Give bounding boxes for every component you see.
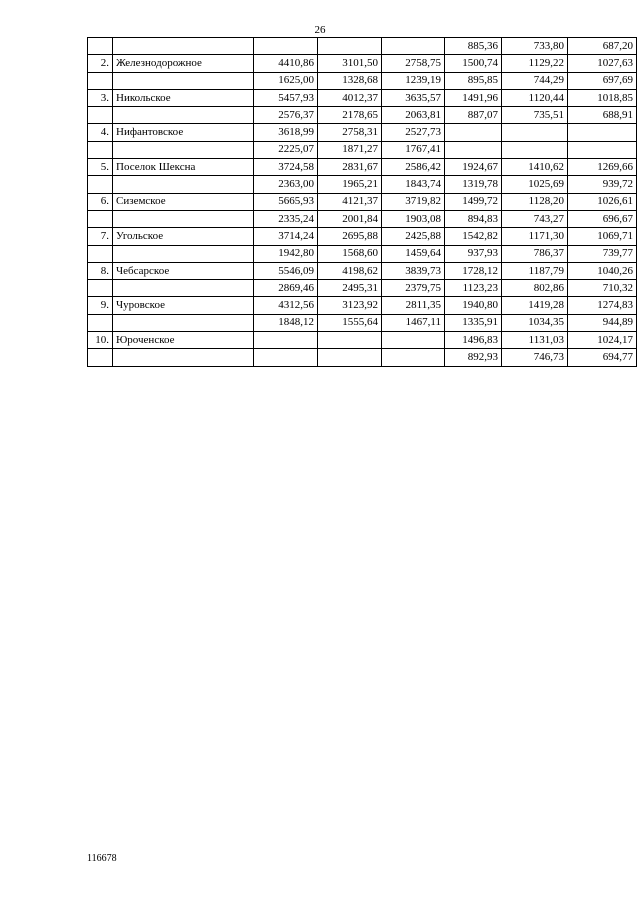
value-cell: 746,73: [502, 349, 568, 366]
table-row: [88, 210, 637, 227]
value-cell: 1131,03: [502, 332, 568, 349]
value-cell: 1542,82: [445, 228, 502, 245]
value-cell: [254, 38, 318, 55]
value-cell: 2225,07: [254, 141, 318, 158]
value-cell: 2178,65: [318, 107, 382, 124]
settlement-name-cell: Юроченское: [113, 332, 254, 349]
settlement-name-cell: Сиземское: [113, 193, 254, 210]
value-cell: 1459,64: [382, 245, 445, 262]
value-cell: 1034,35: [502, 314, 568, 331]
row-number-cell: 7.: [88, 228, 113, 245]
row-number-cell: [88, 38, 113, 55]
page-number: 26: [314, 24, 326, 36]
row-number-cell: 5.: [88, 159, 113, 176]
value-cell: 2527,73: [382, 124, 445, 141]
value-cell: 885,36: [445, 38, 502, 55]
value-cell: 1024,17: [568, 332, 637, 349]
value-cell: 2831,67: [318, 159, 382, 176]
value-cell: 2586,42: [382, 159, 445, 176]
value-cell: 2495,31: [318, 280, 382, 297]
value-cell: 1965,21: [318, 176, 382, 193]
value-cell: 1467,11: [382, 314, 445, 331]
value-cell: 2758,75: [382, 55, 445, 72]
value-cell: [568, 124, 637, 141]
value-cell: 744,29: [502, 72, 568, 89]
value-cell: 1499,72: [445, 193, 502, 210]
value-cell: 710,32: [568, 280, 637, 297]
value-cell: 4312,56: [254, 297, 318, 314]
value-cell: 697,69: [568, 72, 637, 89]
value-cell: 3839,73: [382, 262, 445, 279]
table-row: [88, 332, 637, 349]
value-cell: 944,89: [568, 314, 637, 331]
value-cell: 937,93: [445, 245, 502, 262]
value-cell: 3719,82: [382, 193, 445, 210]
value-cell: [502, 124, 568, 141]
settlement-name-cell: [113, 141, 254, 158]
value-cell: 2811,35: [382, 297, 445, 314]
value-cell: 1018,85: [568, 89, 637, 106]
settlement-name-cell: Чуровское: [113, 297, 254, 314]
row-number-cell: 2.: [88, 55, 113, 72]
row-number-cell: 4.: [88, 124, 113, 141]
value-cell: 739,77: [568, 245, 637, 262]
table-row: [88, 72, 637, 89]
value-cell: 1187,79: [502, 262, 568, 279]
value-cell: 5665,93: [254, 193, 318, 210]
value-cell: 1335,91: [445, 314, 502, 331]
value-cell: 696,67: [568, 210, 637, 227]
table-row: [88, 176, 637, 193]
row-number-cell: 6.: [88, 193, 113, 210]
value-cell: [502, 141, 568, 158]
table-row: [88, 297, 637, 314]
value-cell: 1942,80: [254, 245, 318, 262]
table-row: [88, 349, 637, 366]
tariff-table-body: [88, 38, 637, 367]
value-cell: 735,51: [502, 107, 568, 124]
table-row: [88, 193, 637, 210]
value-cell: 939,72: [568, 176, 637, 193]
table-row: [88, 245, 637, 262]
table-row: [88, 159, 637, 176]
value-cell: 895,85: [445, 72, 502, 89]
value-cell: [382, 38, 445, 55]
value-cell: 1843,74: [382, 176, 445, 193]
value-cell: 3714,24: [254, 228, 318, 245]
value-cell: 1128,20: [502, 193, 568, 210]
value-cell: 4198,62: [318, 262, 382, 279]
value-cell: [445, 141, 502, 158]
row-number-cell: [88, 349, 113, 366]
value-cell: 2576,37: [254, 107, 318, 124]
settlement-name-cell: [113, 210, 254, 227]
table-row: [88, 262, 637, 279]
value-cell: 1319,78: [445, 176, 502, 193]
value-cell: 1123,23: [445, 280, 502, 297]
row-number-cell: [88, 107, 113, 124]
settlement-name-cell: Поселок Шексна: [113, 159, 254, 176]
settlement-name-cell: Никольское: [113, 89, 254, 106]
table-row: [88, 38, 637, 55]
value-cell: 802,86: [502, 280, 568, 297]
value-cell: 2335,24: [254, 210, 318, 227]
settlement-name-cell: Угольское: [113, 228, 254, 245]
value-cell: 4121,37: [318, 193, 382, 210]
settlement-name-cell: [113, 38, 254, 55]
row-number-cell: 3.: [88, 89, 113, 106]
value-cell: 2869,46: [254, 280, 318, 297]
row-number-cell: [88, 210, 113, 227]
value-cell: 1568,60: [318, 245, 382, 262]
value-cell: 1848,12: [254, 314, 318, 331]
value-cell: 743,27: [502, 210, 568, 227]
value-cell: 688,91: [568, 107, 637, 124]
table-row: [88, 280, 637, 297]
value-cell: 2001,84: [318, 210, 382, 227]
value-cell: 3101,50: [318, 55, 382, 72]
settlement-name-cell: Нифантовское: [113, 124, 254, 141]
value-cell: 1555,64: [318, 314, 382, 331]
row-number-cell: [88, 280, 113, 297]
value-cell: 1025,69: [502, 176, 568, 193]
value-cell: 2758,31: [318, 124, 382, 141]
settlement-name-cell: [113, 349, 254, 366]
row-number-cell: 8.: [88, 262, 113, 279]
value-cell: 1767,41: [382, 141, 445, 158]
value-cell: 1328,68: [318, 72, 382, 89]
table-row: [88, 124, 637, 141]
value-cell: [382, 332, 445, 349]
table-row: [88, 228, 637, 245]
row-number-cell: [88, 141, 113, 158]
value-cell: 1491,96: [445, 89, 502, 106]
value-cell: 1129,22: [502, 55, 568, 72]
value-cell: 3724,58: [254, 159, 318, 176]
settlement-name-cell: Чебсарское: [113, 262, 254, 279]
tariff-table: [87, 37, 637, 367]
table-row: [88, 89, 637, 106]
value-cell: 1728,12: [445, 262, 502, 279]
value-cell: 1625,00: [254, 72, 318, 89]
settlement-name-cell: [113, 280, 254, 297]
settlement-name-cell: [113, 176, 254, 193]
value-cell: 3635,57: [382, 89, 445, 106]
settlement-name-cell: [113, 245, 254, 262]
value-cell: [568, 141, 637, 158]
value-cell: [382, 349, 445, 366]
settlement-name-cell: [113, 314, 254, 331]
value-cell: 1069,71: [568, 228, 637, 245]
value-cell: 694,77: [568, 349, 637, 366]
value-cell: 1871,27: [318, 141, 382, 158]
value-cell: 2379,75: [382, 280, 445, 297]
value-cell: 1120,44: [502, 89, 568, 106]
value-cell: 4410,86: [254, 55, 318, 72]
value-cell: 1903,08: [382, 210, 445, 227]
value-cell: 1040,26: [568, 262, 637, 279]
value-cell: 2425,88: [382, 228, 445, 245]
table-row: [88, 314, 637, 331]
row-number-cell: 10.: [88, 332, 113, 349]
value-cell: 5457,93: [254, 89, 318, 106]
value-cell: [254, 349, 318, 366]
value-cell: 887,07: [445, 107, 502, 124]
row-number-cell: [88, 245, 113, 262]
value-cell: [445, 124, 502, 141]
row-number-cell: 9.: [88, 297, 113, 314]
value-cell: 1269,66: [568, 159, 637, 176]
value-cell: 1026,61: [568, 193, 637, 210]
value-cell: 1419,28: [502, 297, 568, 314]
value-cell: 1940,80: [445, 297, 502, 314]
value-cell: 733,80: [502, 38, 568, 55]
value-cell: 1274,83: [568, 297, 637, 314]
value-cell: [318, 349, 382, 366]
value-cell: 1500,74: [445, 55, 502, 72]
value-cell: 1171,30: [502, 228, 568, 245]
row-number-cell: [88, 314, 113, 331]
value-cell: [254, 332, 318, 349]
table-row: [88, 55, 637, 72]
value-cell: [318, 38, 382, 55]
value-cell: 1924,67: [445, 159, 502, 176]
value-cell: 1410,62: [502, 159, 568, 176]
table-row: [88, 107, 637, 124]
row-number-cell: [88, 72, 113, 89]
settlement-name-cell: Железнодорожное: [113, 55, 254, 72]
document-code: 116678: [87, 853, 117, 864]
value-cell: 4012,37: [318, 89, 382, 106]
value-cell: 2063,81: [382, 107, 445, 124]
row-number-cell: [88, 176, 113, 193]
value-cell: 894,83: [445, 210, 502, 227]
value-cell: 2695,88: [318, 228, 382, 245]
value-cell: 1027,63: [568, 55, 637, 72]
value-cell: 2363,00: [254, 176, 318, 193]
value-cell: 3123,92: [318, 297, 382, 314]
settlement-name-cell: [113, 72, 254, 89]
value-cell: 786,37: [502, 245, 568, 262]
value-cell: 687,20: [568, 38, 637, 55]
value-cell: 892,93: [445, 349, 502, 366]
value-cell: 5546,09: [254, 262, 318, 279]
settlement-name-cell: [113, 107, 254, 124]
value-cell: 3618,99: [254, 124, 318, 141]
value-cell: 1239,19: [382, 72, 445, 89]
value-cell: [318, 332, 382, 349]
table-row: [88, 141, 637, 158]
value-cell: 1496,83: [445, 332, 502, 349]
